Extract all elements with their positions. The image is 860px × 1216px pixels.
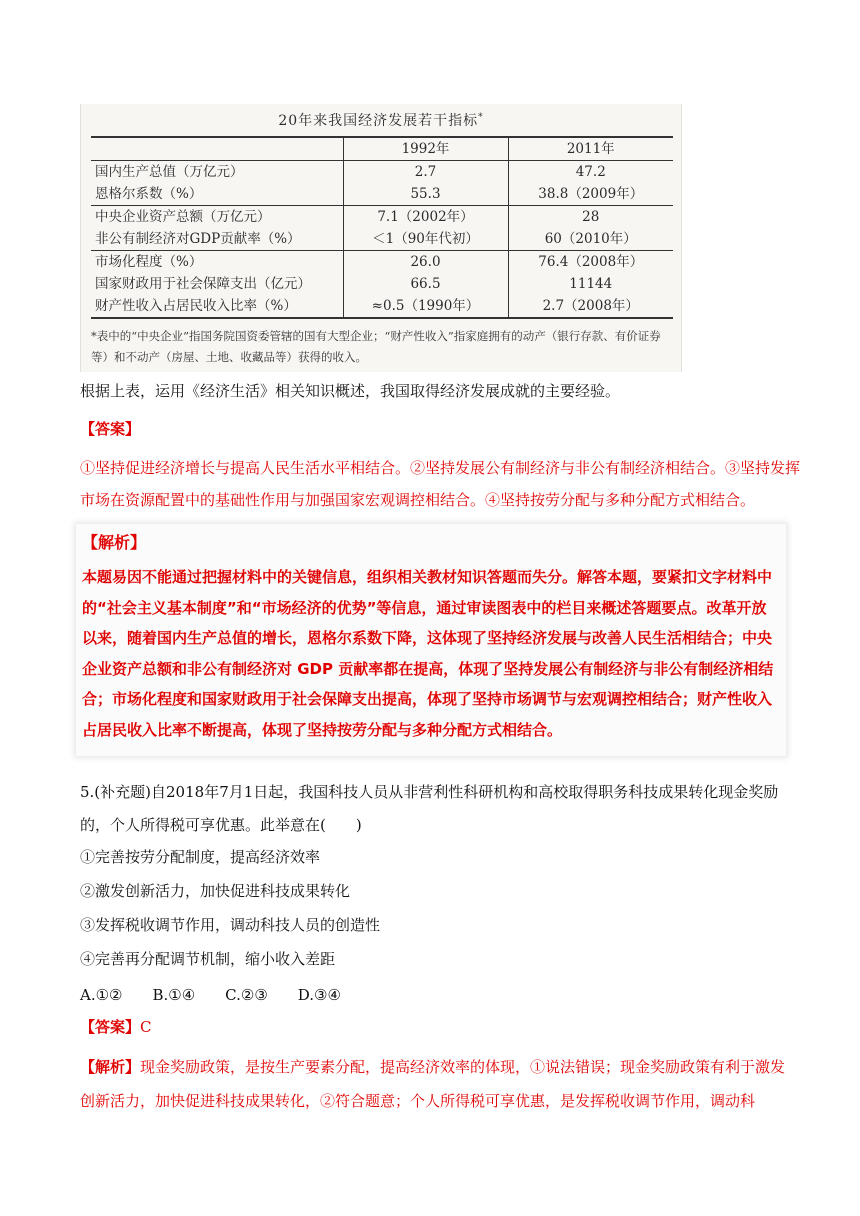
table-cell: 76.4（2008年） <box>508 251 673 274</box>
answer-choices: A.①② B.①④ C.②③ D.③④ <box>80 986 341 1004</box>
table-row <box>91 161 673 184</box>
answer-tag: 【答案】 <box>80 1018 141 1036</box>
table-row <box>91 228 673 251</box>
table-cell: 2.7 <box>343 161 508 184</box>
table-header-row <box>91 137 673 161</box>
answer-tag: 【答案】 <box>80 420 141 438</box>
table-cell: 55.3 <box>343 183 508 206</box>
table-cell: 国内生产总值（万亿元） <box>95 164 244 180</box>
analysis-box <box>76 524 786 756</box>
option-3: ③发挥税收调节作用，调动科技人员的创造性 <box>80 916 381 934</box>
analysis-text: 本题易因不能通过把握材料中的关键信息，组织相关教材知识答题而失分。解答本题，要紧扣文字材料中的“社会主义基本制度”和“市场经济的优势”等信息，通过审读图表中的栏目来概述答题要点。改革开放以来，随着国内生产总值的增长，恩格尔系数下降，这体现了坚持经济发展与改善人民生活相结合；中央企业资产总额和非公有制经济对 GDP 贡献率都在提高，体现了坚持发展公有制经济与非公有制经济相结合；市场化程度和国家财政用于社会保障支出提高，体现了坚持市场调节与宏观调控相结合；财产性收入占居民收入比率不断提高，体现了坚持按劳分配与多种分配方式相结合。 <box>82 568 774 739</box>
table-row <box>91 295 673 318</box>
question-5-stem: 5.(补充题)自2018年7月1日起，我国科技人员从非营利性科研机构和高校取得职务科技成果转化现金奖励的，个人所得税可享优惠。此举意在( ) <box>80 783 779 834</box>
table-header-cell <box>91 137 343 161</box>
indicator-table <box>91 136 673 319</box>
analysis-tag: 【解析】 <box>82 533 147 552</box>
table-cell: 国家财政用于社会保障支出（亿元） <box>95 276 311 292</box>
analysis-text: 现金奖励政策，是按生产要素分配，提高经济效率的体现，①说法错误；现金奖励政策有利于激发创新活力，加快促进科技成果转化，②符合题意；个人所得税可享优惠，是发挥税收调节作用，调动科 <box>80 1058 786 1110</box>
q5-answer-line <box>80 1016 800 1038</box>
table-cell: 恩格尔系数（%） <box>95 186 203 202</box>
table-row <box>91 206 673 229</box>
table-cell: ≈0.5（1990年） <box>343 295 508 318</box>
indicator-table-image <box>80 104 682 372</box>
table-row <box>91 273 673 295</box>
option-2: ②激发创新活力，加快促进科技成果转化 <box>80 882 351 900</box>
table-cell: 28 <box>508 206 673 229</box>
table-cell: 2.7（2008年） <box>508 295 673 318</box>
table-cell: 60（2010年） <box>508 228 673 251</box>
table-header-cell: 1992年 <box>343 137 508 161</box>
table-cell: 市场化程度（%） <box>95 254 203 270</box>
answer-value: C <box>140 1018 152 1036</box>
table-row <box>91 183 673 206</box>
table-cell: 财产性收入占居民收入比率（%） <box>95 298 297 314</box>
table-cell: 66.5 <box>343 273 508 295</box>
table-header-cell: 2011年 <box>508 137 673 161</box>
answer-text: ①坚持促进经济增长与提高人民生活水平相结合。②坚持发展公有制经济与非公有制经济相结合。③坚持发挥市场在资源配置中的基础性作用与加强国家宏观调控相结合。④坚持按劳分配与多种分配方式相结合。 <box>80 459 801 509</box>
q5-analysis <box>80 1050 800 1118</box>
table-cell: ＜1（90年代初） <box>343 228 508 251</box>
option-1: ①完善按劳分配制度，提高经济效率 <box>80 848 321 866</box>
table-cell: 7.1（2002年） <box>343 206 508 229</box>
option-4: ④完善再分配调节机制，缩小收入差距 <box>80 950 336 968</box>
table-cell: 中央企业资产总额（万亿元） <box>95 209 271 225</box>
table-cell: 38.8（2009年） <box>508 183 673 206</box>
question-4-prompt: 根据上表，运用《经济生活》相关知识概述，我国取得经济发展成就的主要经验。 <box>80 382 621 400</box>
analysis-tag: 【解析】 <box>80 1058 141 1076</box>
table-cell: 11144 <box>508 273 673 295</box>
table-cell: 非公有制经济对GDP贡献率（%） <box>95 231 301 247</box>
table-row <box>91 251 673 274</box>
table-cell: 47.2 <box>508 161 673 184</box>
table-title: 20年来我国经济发展若干指标* <box>278 112 484 129</box>
table-footnote: *表中的“中央企业”指国务院国资委管辖的国有大型企业；“财产性收入”指家庭拥有的动产（银行存款、有价证券等）和不动产（房屋、土地、收藏品等）获得的收入。 <box>91 329 661 364</box>
table-cell: 26.0 <box>343 251 508 274</box>
